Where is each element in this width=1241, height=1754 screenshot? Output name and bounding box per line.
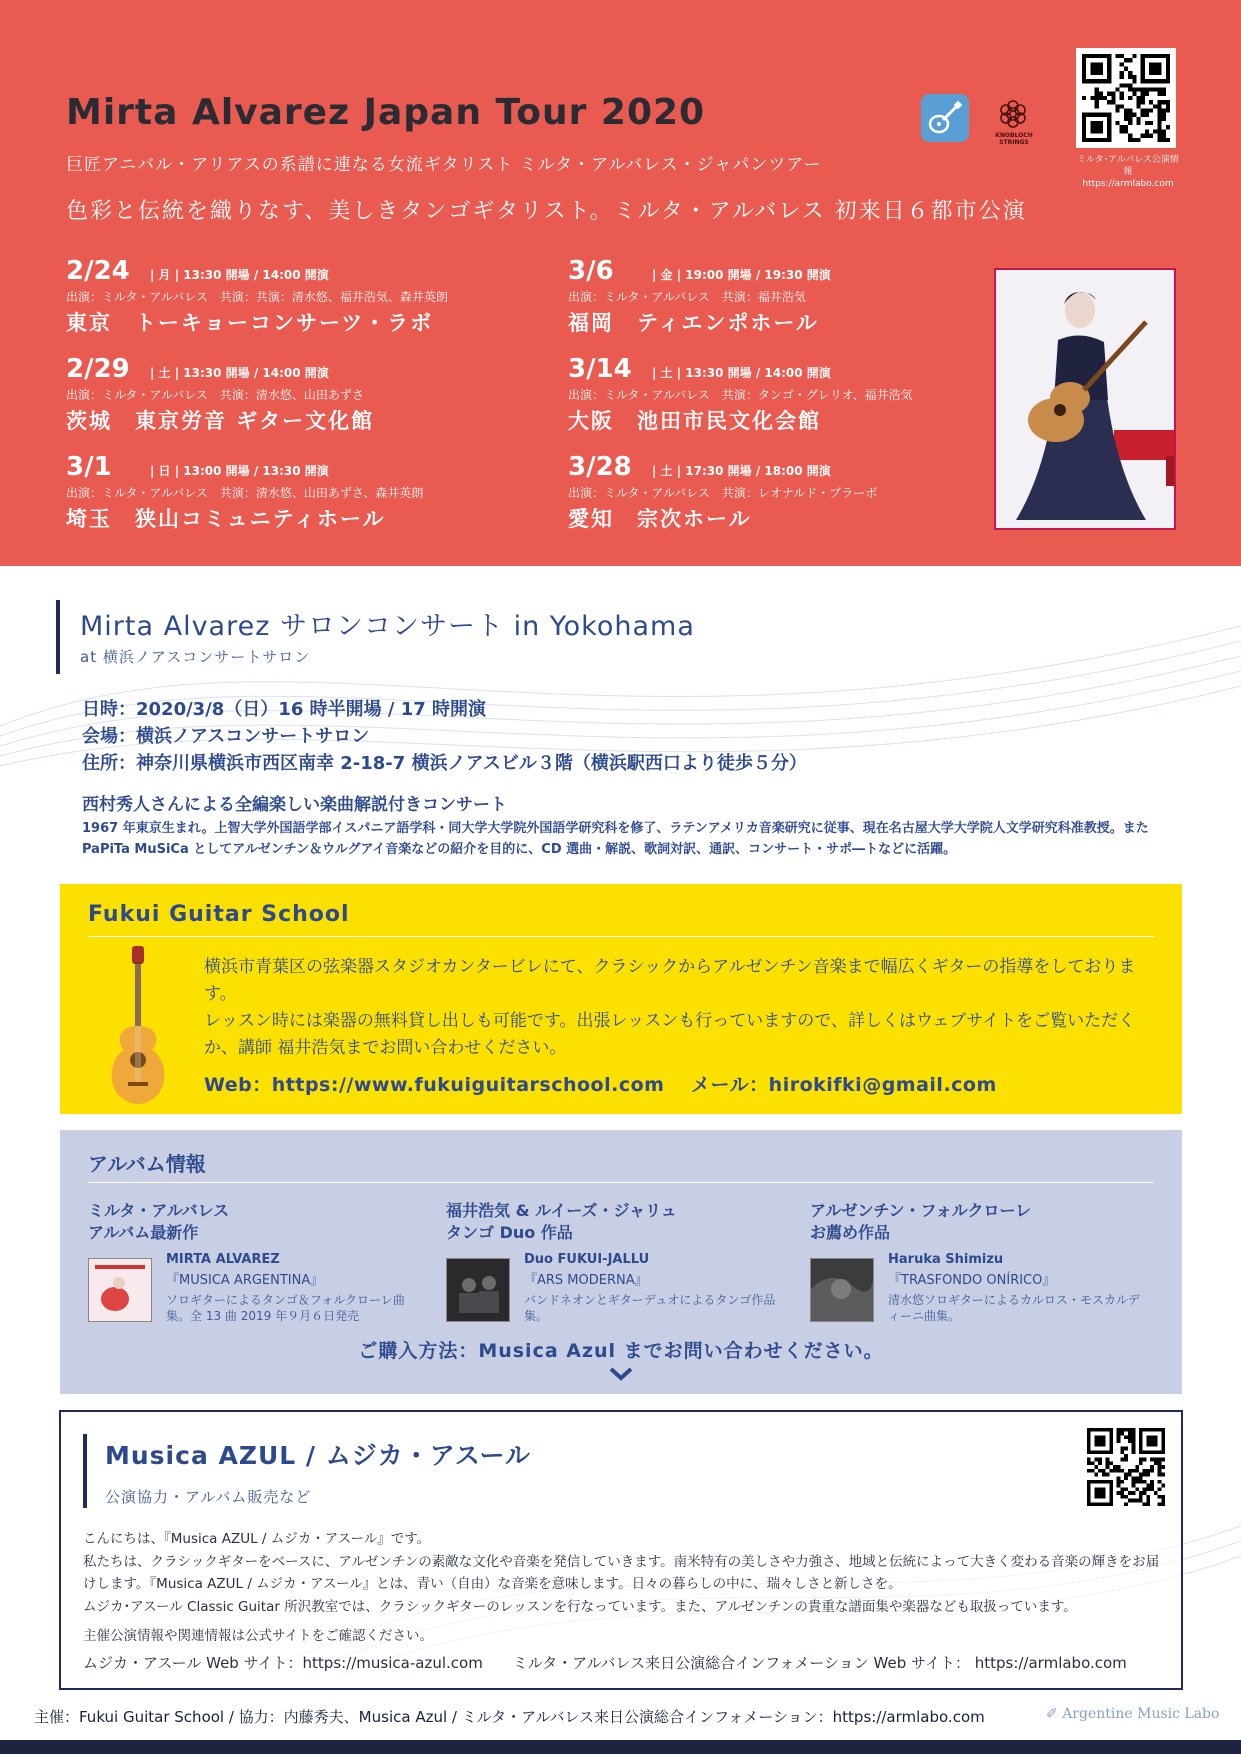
album-cover [446,1258,510,1322]
azul-line-1: こんにちは、『Musica AZUL / ムジカ・アスール』です。 [83,1531,431,1547]
azul-note: 主催公演情報や関連情報は公式サイトをご確認ください。 [83,1628,434,1644]
event-venue: 東京 トーキョーコンサーツ・ラボ [66,311,434,335]
qr-caption-url: https://armlabo.com [1082,179,1174,189]
salon-title: Mirta Alvarez サロンコンサート in Yokohama [80,611,695,642]
event-date: 3/6 [568,256,614,286]
album-cover [88,1258,152,1322]
tour-title: Mirta Alvarez Japan Tour 2020 [66,92,706,133]
event-date: 2/29 [66,354,130,384]
event-time: | 土 | 17:30 開場 / 18:00 開演 [652,464,831,478]
salon-details [82,696,807,777]
salon-description: 1967 年東京生まれ。上智大学外国語学部イスパニア語学科・同大学大学院外国語学研究科を修了、ラテンアメリカ音楽研究に従事、現在名古屋大学大学院人文学研究科准教授。また PaPiTa MuSiCa としてアルゼンチン＆ウルグアイ音楽などの紹介を目的に、CD 選曲・解説、歌詞対訳、通訳、コンサート・サポ―トなどに活躍。 [82,821,1149,857]
event-item [66,452,546,533]
salon-lead: 西村秀人さんによる全編楽しい楽曲解説付きコンサート [82,795,507,815]
azul-line-2: 私たちは、クラシックギターをベースに、アルゼンチンの素敵な文化や音楽を発信していきます。南米特有の美しさや力強さ、地域と伝統によって大きく変わる音楽の輝きをお届けします。『Musica AZUL / ムジカ・アスール』とは、青い（自由）な音楽を意味します。日々の暮らしの中に、瑞々しさと新しさを。 [83,1553,1160,1592]
event-performers: 出演：ミルタ・アルバレス 共演：福井浩気 [568,290,806,304]
album-heading-line2: タンゴ Duo 作品 [446,1223,573,1242]
album-heading [446,1200,776,1244]
album-description: ソロギターによるタンゴ＆フォルクローレ曲集。全 13 曲 2019 年９月６日発売 [166,1293,405,1323]
tour-subtitle: 巨匠アニバル・アリアスの系譜に連なる女流ギタリスト ミルタ・アルバレス・ジャパンツアー [66,155,822,175]
event-date: 3/28 [568,452,632,482]
album-artist: MIRTA ALVAREZ [166,1252,280,1267]
guitar-app-icon [921,94,969,142]
azul-links[interactable]: ムジカ・アスール Web サイト：https://musica-azul.com ミルタ・アルバレス来日公演総合インフォメーション Web サイト： https://armlabo.com [83,1654,1127,1672]
album-heading-line1: 福井浩気 & ルイーズ・ジャリュ [446,1201,677,1220]
fukui-description [204,954,1164,1062]
fukui-guitar-school-section [60,884,1182,1114]
event-date: 2/24 [66,256,130,286]
album-heading-line2: アルバム最新作 [88,1223,199,1242]
album-card [88,1200,418,1323]
event-time: | 日 | 13:00 開場 / 13:30 開演 [150,464,329,478]
album-name: 『ARS MODERNA』 [524,1273,648,1288]
footer-logo-text: Argentine Music Labo [1062,1706,1220,1722]
tour-header [0,0,1241,566]
salon-subtitle: at 横浜ノアスコンサートサロン [80,648,311,666]
fukui-text-1: 横浜市青葉区の弦楽器スタジオカンタービレにて、クラシックからアルゼンチン音楽まで幅広くギターの指導をしております。 [204,957,1136,1004]
footer-credits: 主催：Fukui Guitar School / 協力：内藤秀夫、Musica Azul / ミルタ・アルバレス来日公演総合インフォメーション：https://armlabo.com [34,1708,985,1726]
album-description: バンドネオンとギターデュオによるタンゴ作品集。 [524,1293,776,1323]
album-name: 『TRASFONDO ONÍRICO』 [888,1273,1056,1288]
event-item [568,256,1048,337]
event-venue: 福岡 ティエンポホール [568,311,819,335]
album-info [524,1252,784,1324]
artist-photo [994,268,1176,530]
footer-logo [1046,1706,1219,1722]
fukui-title: Fukui Guitar School [88,902,350,927]
purchase-info: ご購入方法：Musica Azul までお問い合わせください。 [358,1340,884,1362]
guitar-logo-icon: ✐ [1046,1706,1063,1722]
event-performers: 出演：ミルタ・アルバレス 共演：レオナルド・ブラーボ [568,486,878,500]
qr-code-icon[interactable] [1087,1428,1165,1506]
event-venue: 埼玉 狭山コミュニティホール [66,507,386,531]
album-artist: Haruka Shimizu [888,1252,1004,1267]
azul-line-3: ムジカ･アスール Classic Guitar 所沢教室では、クラシックギターのレッスンを行なっています。また、アルゼンチンの貴重な譜面集や楽器なども取扱っています。 [83,1598,1077,1615]
event-date: 3/1 [66,452,112,482]
event-performers: 出演：ミルタ・アルバレス 共演：タンゴ・グレリオ、福井浩気 [568,388,913,402]
tour-tagline: 色彩と伝統を織りなす、美しきタンゴギタリスト。ミルタ・アルバレス 初来日６都市公演 [66,199,1027,224]
event-time: | 土 | 13:30 開場 / 14:00 開演 [652,366,831,380]
album-artist: Duo FUKUI-JALLU [524,1252,650,1267]
fukui-text-2: レッスン時には楽器の無料貸し出しも可能です。出張レッスンも行っていますので、詳しくはウェブサイトをご覧いただくか、講師 福井浩気までお問い合わせください。 [204,1011,1136,1058]
event-performers: 出演：ミルタ・アルバレス 共演：共演：清水悠、福井浩気、森井英朗 [66,290,448,304]
bottom-strip [0,1740,1241,1754]
album-heading [810,1200,1140,1244]
event-venue: 愛知 宗次ホール [568,507,752,531]
qr-caption [1074,154,1182,190]
album-heading-line1: ミルタ・アルバレス [88,1201,230,1220]
album-heading-line1: アルゼンチン・フォルクローレ [810,1201,1032,1220]
event-item [568,354,1048,435]
salon-venue: 会場：横浜ノアスコンサートサロン [82,726,370,747]
azul-subtitle: 公演協力・アルバム販売など [105,1488,312,1506]
album-heading [88,1200,418,1244]
knobloch-logo-text: KNOBLOCH STRINGS [995,132,1033,146]
salon-address: 住所：神奈川県横浜市西区南幸 2-18-7 横浜ノアスビル３階（横浜駅西口より徒歩５分） [82,753,807,774]
album-name: 『MUSICA ARGENTINA』 [166,1273,324,1288]
azul-title: Musica AZUL / ムジカ・アスール [105,1441,532,1470]
album-card [446,1200,776,1323]
event-performers: 出演：ミルタ・アルバレス 共演：清水悠、山田あずさ、森井英朗 [66,486,424,500]
qr-code-icon[interactable] [1076,48,1176,148]
event-time: | 金 | 19:00 開場 / 19:30 開演 [652,268,831,282]
musica-azul-section [59,1410,1183,1690]
azul-description [83,1528,1163,1618]
event-time: | 土 | 13:30 開場 / 14:00 開演 [150,366,329,380]
album-info [166,1252,426,1324]
event-performers: 出演：ミルタ・アルバレス 共演：清水悠、山田あずさ [66,388,364,402]
album-description: 清水悠ソロギターによるカルロス・モスカルディーニ曲集。 [888,1293,1140,1323]
album-card [810,1200,1140,1323]
divider [88,1182,1154,1183]
azul-accent-bar [83,1434,87,1508]
chevron-down-icon [609,1366,633,1380]
fukui-contact[interactable]: Web：https://www.fukuiguitarschool.com メール：hirokifki@gmail.com [204,1074,997,1096]
event-item [66,354,546,435]
event-venue: 大阪 池田市民文化会館 [568,409,821,433]
event-item [66,256,546,337]
event-time: | 月 | 13:30 開場 / 14:00 開演 [150,268,329,282]
album-heading-line2: お薦め作品 [810,1223,891,1242]
albums-section [60,1130,1182,1394]
album-cover [810,1258,874,1322]
salon-datetime: 日時：2020/3/8（日）16 時半開場 / 17 時開演 [82,699,487,720]
qr-caption-title: ミルタ･アルバレス公演情報 [1077,155,1179,177]
albums-title: アルバム情報 [88,1152,206,1176]
divider [88,936,1154,937]
event-venue: 茨城 東京労音 ギター文化館 [66,409,375,433]
acoustic-guitar-icon [104,946,172,1106]
event-item [568,452,1048,533]
album-info [888,1252,1148,1324]
salon-accent-bar [56,600,60,674]
event-date: 3/14 [568,354,632,384]
